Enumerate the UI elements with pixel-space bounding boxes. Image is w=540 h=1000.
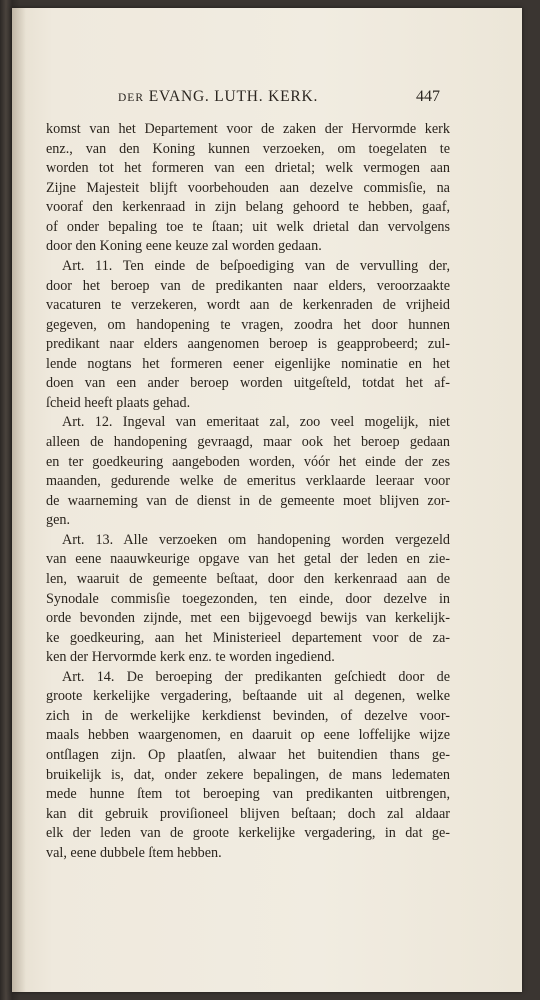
text-line: val, eene dubbele ſtem hebben. — [46, 844, 222, 861]
page-header — [118, 88, 440, 112]
text-line: door het beroep van de predikanten naar elders, veroorzaakte — [46, 277, 450, 294]
running-head-prefix: DER — [118, 92, 144, 104]
text-line: gen. — [46, 512, 71, 529]
book-page — [12, 8, 522, 992]
text-line: Zijne Majesteit blijft voorbehouden aan dezelve commisſie, na — [46, 179, 450, 196]
body-text — [46, 120, 450, 863]
text-line: ke goedkeuring, aan het Ministerieel departement voor de za- — [46, 629, 450, 646]
text-line: lende nogtans het formeren eener eigenlijke nominatie en het — [46, 355, 450, 372]
text-line: bruikelijk is, dat, onder zekere bepalingen, de mans ledematen — [46, 766, 450, 783]
text-line: Art. 12. Ingeval van emeritaat zal, zoo veel mogelijk, niet — [62, 414, 450, 431]
running-head-title: EVANG. LUTH. KERK. — [148, 88, 319, 105]
text-line: of onder bepaling toe te ſtaan; uit welk drietal dan vervolgens — [46, 218, 450, 235]
text-line: elk der leden van de groote kerkelijke vergadering, in dat ge- — [46, 825, 450, 842]
text-line: alleen de handopening gevraagd, maar ook het beroep gedaan — [46, 434, 450, 450]
text-line: predikant naar elders aangenomen beroep is geapprobeerd; zul- — [46, 336, 450, 353]
text-line: komst van het Departement voor de zaken der Hervormde kerk — [46, 121, 450, 137]
text-line: Synodale commisſie toegezonden, ten einde, door dezelve in — [46, 590, 450, 607]
text-line: len, waaruit de gemeente beſtaat, door den kerkenraad aan de — [46, 570, 450, 587]
text-line: ſcheid heeft plaats gehad. — [46, 394, 191, 411]
running-head — [118, 88, 318, 106]
page-number: 447 — [416, 88, 440, 105]
text-line: maals hebben waargenomen, en daaruit op eene loffelijke wijze — [46, 727, 450, 744]
text-line: Art. 13. Alle verzoeken om handopening worden vergezeld — [62, 531, 450, 548]
text-line: door den Koning eene keuze zal worden gedaan. — [46, 238, 322, 255]
text-line: zich in de werkelijke kerkdienst bevinden, of dezelve voor- — [46, 707, 450, 724]
text-line: vacaturen te verzekeren, wordt aan de kerkenraden de vrijheid — [46, 297, 450, 314]
text-line: worden tot het formeren van een drietal; welk vermogen aan — [46, 160, 450, 177]
text-line: Art. 11. Ten einde de beſpoediging van de vervulling der, — [62, 257, 450, 274]
text-line: Art. 14. De beroeping der predikanten geſchiedt door de — [62, 668, 450, 685]
text-line: ken der Hervormde kerk enz. te worden ingediend. — [46, 649, 335, 666]
text-line: maanden, gedurende welke de emeritus verklaarde leeraar voor — [46, 473, 450, 490]
text-line: van eene naauwkeurige opgave van het getal der leden en zie- — [46, 551, 450, 568]
text-line: groote kerkelijke vergadering, beſtaande uit al degenen, welke — [46, 688, 450, 705]
text-line: orde bevonden zijnde, met een bijgevoegd bewijs van kerkelijk- — [46, 610, 450, 627]
text-line: de waarneming van de dienst in de gemeente moet blijven zor- — [46, 492, 450, 509]
text-line: en ter goedkeuring aangeboden worden, vóór het einde der zes — [46, 453, 450, 470]
text-line: doen van een ander beroep worden uitgeſteld, totdat het af- — [46, 375, 450, 392]
text-line: ontſlagen zijn. Op plaatſen, alwaar het buitendien thans ge- — [46, 747, 450, 763]
text-line: gegeven, om handopening te vragen, zoodra het door hunnen — [46, 316, 450, 333]
text-line: kan dit gebruik proviſioneel blijven beſtaan; doch zal aldaar — [46, 805, 450, 822]
text-line: mede hunne ſtem tot beroeping van predikanten uitbrengen, — [46, 786, 450, 803]
text-line: vooraf den kerkenraad in zijn belang gehoord te hebben, gaaf, — [46, 199, 450, 216]
text-line: enz., van den Koning kunnen verzoeken, om toegelaten te — [46, 140, 450, 157]
